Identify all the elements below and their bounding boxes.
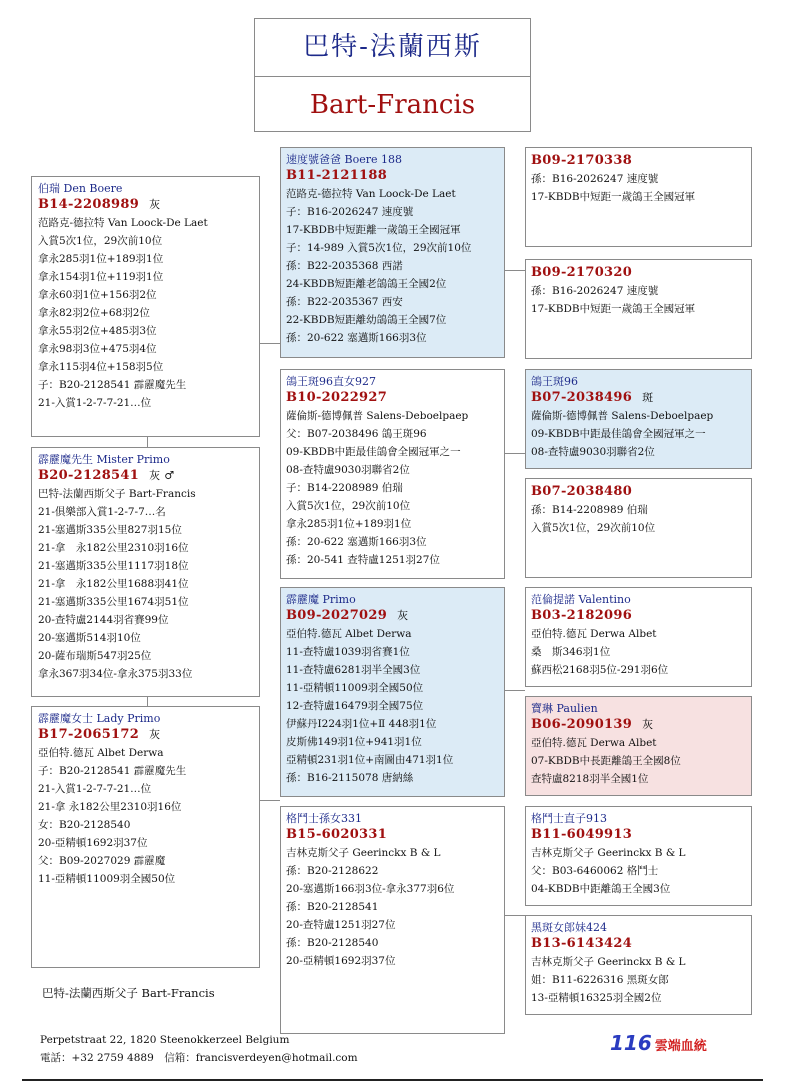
pigeon-detail-line: 孫：20-622 塞邁斯166羽3位 bbox=[286, 536, 427, 548]
pigeon-detail-line: 入賞5次1位，29次前10位 bbox=[38, 235, 163, 247]
ring-text: B14-2208989 bbox=[38, 197, 140, 212]
pigeon-detail-line: 入賞5次1位，29次前10位 bbox=[286, 500, 411, 512]
granddam-card bbox=[280, 369, 505, 579]
pigeon-detail-line: 父：B07-2038496 鴿王斑96 bbox=[286, 428, 427, 440]
pigeon-detail-line: 08-查特盧9030羽聯省2位 bbox=[531, 446, 655, 458]
pigeon-detail-line: 09-KBDB中距最佳鴿會全國冠軍之一 bbox=[286, 446, 461, 458]
pigeon-name: 速度號爸爸 Boere 188 bbox=[286, 153, 402, 166]
pigeon-detail-line: 女：B20-2128540 bbox=[38, 819, 131, 831]
pigeon-detail-line: 20-亞精頓1692羽37位 bbox=[286, 955, 396, 967]
ring-text: B13-6143424 bbox=[531, 936, 633, 951]
pigeon-detail-line: 04-KBDB中距離鴿王全國3位 bbox=[531, 883, 671, 895]
grandsire-card bbox=[280, 147, 505, 358]
pigeon-detail-line: 拿永55羽2位+485羽3位 bbox=[38, 325, 157, 337]
pigeon-detail-line: 子：B14-2208989 伯瑞 bbox=[286, 482, 403, 494]
dam-card bbox=[31, 706, 260, 968]
pigeon-detail-line: 孫：B16-2026247 速度號 bbox=[531, 173, 659, 185]
pigeon-detail-line: 孫：B20-2128622 bbox=[286, 865, 379, 877]
pigeon-lines bbox=[38, 744, 259, 888]
grandsire-card bbox=[280, 587, 505, 797]
pigeon-detail-line: 孫：B20-2128540 bbox=[286, 937, 379, 949]
pigeon-lines bbox=[286, 844, 504, 970]
pigeon-detail-line: 17-KBDB中短距一歲鴿王全國冠軍 bbox=[531, 303, 696, 315]
ring-number bbox=[531, 716, 751, 734]
pigeon-lines bbox=[286, 407, 504, 569]
pigeon-lines bbox=[531, 734, 751, 788]
pigeon-detail-line: 孫：B22-2035368 西諾 bbox=[286, 260, 403, 272]
connector-line bbox=[505, 270, 525, 271]
pigeon-detail-line: 孫：20-622 塞邁斯166羽3位 bbox=[286, 332, 427, 344]
pigeon-detail-line: 拿永285羽1位+189羽1位 bbox=[286, 518, 412, 530]
pigeon-detail-line: 吉林克斯父子 Geerinckx B & L bbox=[286, 847, 441, 859]
pigeon-detail-line: 范路克-德拉特 Van Loock-De Laet bbox=[38, 217, 208, 229]
ring-text: B06-2090139 bbox=[531, 717, 633, 732]
pigeon-detail-line: 子：B20-2128541 霹靂魔先生 bbox=[38, 765, 187, 777]
pigeon-lines bbox=[286, 625, 504, 787]
address-line: Perpetstraat 22, 1820 Steenokkerzeel Belgium bbox=[40, 1034, 290, 1046]
pigeon-lines bbox=[531, 844, 751, 898]
pigeon-name: 格鬥士直子913 bbox=[531, 812, 607, 825]
great-grandparent-card bbox=[525, 915, 752, 1015]
ring-number bbox=[38, 467, 259, 485]
connector-line bbox=[505, 453, 525, 454]
pigeon-detail-line: 17-KBDB中短距離一歲鴿王全國冠軍 bbox=[286, 224, 461, 236]
pigeon-detail-line: 21-拿 永182公里2310羽16位 bbox=[38, 542, 189, 554]
ring-number bbox=[531, 483, 751, 501]
pigeon-name: 格鬥士孫女331 bbox=[286, 812, 362, 825]
pigeon-lines bbox=[531, 953, 751, 1007]
color-label: 灰 bbox=[397, 609, 409, 622]
pigeon-name: 寶琳 Paulien bbox=[531, 702, 598, 715]
ring-text: B10-2022927 bbox=[286, 390, 388, 405]
great-grandparent-card bbox=[525, 147, 752, 247]
pigeon-detail-line: 范路克-德拉特 Van Loock-De Laet bbox=[286, 188, 456, 200]
title-box bbox=[254, 18, 531, 132]
pigeon-lines bbox=[531, 407, 751, 461]
pigeon-detail-line: 13-亞精頓16325羽全國2位 bbox=[531, 992, 662, 1004]
pigeon-detail-line: 20-薩布瑞斯547羽25位 bbox=[38, 650, 152, 662]
logo-text: 雲端血統 bbox=[654, 1039, 707, 1054]
pigeon-detail-line: 皮斯佛149羽1位+941羽1位 bbox=[286, 736, 422, 748]
color-label: 灰 bbox=[642, 718, 654, 731]
pigeon-detail-line: 父：B03-6460062 格鬥士 bbox=[531, 865, 659, 877]
pigeon-name: 鴿王斑96 bbox=[531, 375, 578, 388]
pigeon-lines bbox=[531, 625, 751, 679]
pigeon-name: 霹靂魔 Primo bbox=[286, 593, 356, 606]
pigeon-detail-line: 20-查特盧1251羽27位 bbox=[286, 919, 396, 931]
pigeon-detail-line: 09-KBDB中距最佳鴿會全國冠軍之一 bbox=[531, 428, 706, 440]
pigeon-lines bbox=[531, 170, 751, 206]
connector-line bbox=[505, 690, 525, 691]
ring-number bbox=[531, 264, 751, 282]
pigeon-detail-line: 桑 斯346羽1位 bbox=[531, 646, 611, 658]
pigeon-detail-line: 11-亞精頓11009羽全國50位 bbox=[38, 873, 176, 885]
pigeon-lines bbox=[286, 185, 504, 347]
pigeon-detail-line: 21-拿 永182公里2310羽16位 bbox=[38, 801, 182, 813]
great-grandparent-card bbox=[525, 806, 752, 906]
ring-number bbox=[531, 152, 751, 170]
ring-number bbox=[286, 607, 504, 625]
color-label: 灰 bbox=[149, 728, 161, 741]
pigeon-detail-line: 伊蘇丹Ⅰ224羽1位+Ⅱ 448羽1位 bbox=[286, 718, 437, 730]
pigeon-detail-line: 拿永367羽34位-拿永375羽33位 bbox=[38, 668, 193, 680]
pigeon-detail-line: 21-拿 永182公里1688羽41位 bbox=[38, 578, 189, 590]
connector-line bbox=[147, 437, 148, 447]
pigeon-detail-line: 24-KBDB短距離老鴿鴿王全國2位 bbox=[286, 278, 447, 290]
pigeon-detail-line: 子：B20-2128541 霹靂魔先生 bbox=[38, 379, 187, 391]
great-grandparent-card bbox=[525, 369, 752, 469]
pigeon-detail-line: 吉林克斯父子 Geerinckx B & L bbox=[531, 847, 686, 859]
great-grandparent-card bbox=[525, 587, 752, 687]
pigeon-detail-line: 22-KBDB短距離幼鴿鴿王全國7位 bbox=[286, 314, 447, 326]
pigeon-lines bbox=[531, 282, 751, 318]
pigeon-lines bbox=[531, 501, 751, 537]
pigeon-detail-line: 21-入賞1-2-7-7-21…位 bbox=[38, 397, 152, 409]
pigeon-detail-line: 亞伯特.德瓦 Albet Derwa bbox=[38, 747, 164, 759]
pigeon-detail-line: 07-KBDB中長距離鴿王全國8位 bbox=[531, 755, 681, 767]
pigeon-detail-line: 孫：20-541 查特盧1251羽27位 bbox=[286, 554, 440, 566]
pigeon-detail-line: 拿永154羽1位+119羽1位 bbox=[38, 271, 164, 283]
granddam-card bbox=[280, 806, 505, 1034]
pigeon-detail-line: 拿永285羽1位+189羽1位 bbox=[38, 253, 164, 265]
pigeon-detail-line: 入賞5次1位，29次前10位 bbox=[531, 522, 656, 534]
pigeon-detail-line: 21-俱樂部入賞1-2-7-7…名 bbox=[38, 506, 166, 518]
pigeon-detail-line: 21-塞邁斯335公里1674羽51位 bbox=[38, 596, 189, 608]
ring-text: B09-2170338 bbox=[531, 153, 633, 168]
pigeon-detail-line: 11-查特盧1039羽省賽1位 bbox=[286, 646, 410, 658]
ring-number bbox=[286, 167, 504, 185]
ring-number bbox=[286, 826, 504, 844]
ring-text: B09-2027029 bbox=[286, 608, 388, 623]
pigeon-detail-line: 21-塞邁斯335公里827羽15位 bbox=[38, 524, 182, 536]
pigeon-detail-line: 拿永60羽1位+156羽2位 bbox=[38, 289, 157, 301]
great-grandparent-card bbox=[525, 259, 752, 359]
pigeon-detail-line: 查特盧8218羽半全國1位 bbox=[531, 773, 649, 785]
ring-text: B07-2038480 bbox=[531, 484, 633, 499]
pigeon-detail-line: 孫：B16-2115078 唐納絲 bbox=[286, 772, 414, 784]
color-label: 斑 bbox=[642, 391, 654, 404]
ring-number bbox=[531, 935, 751, 953]
pigeon-name: 鴿王斑96直女927 bbox=[286, 375, 376, 388]
pigeon-detail-line: 孫：B16-2026247 速度號 bbox=[531, 285, 659, 297]
ring-text: B11-2121188 bbox=[286, 168, 388, 183]
pigeon-detail-line: 孫：B14-2208989 伯瑞 bbox=[531, 504, 648, 516]
pigeon-detail-line: 拿永82羽2位+68羽2位 bbox=[38, 307, 150, 319]
pigeon-detail-line: 父：B09-2027029 霹靂魔 bbox=[38, 855, 166, 867]
ring-number bbox=[531, 607, 751, 625]
pigeon-name: 霹靂魔先生 Mister Primo bbox=[38, 453, 170, 466]
pigeon-detail-line: 亞伯特.德瓦 Derwa Albet bbox=[531, 737, 657, 749]
pigeon-detail-line: 亞精頓231羽1位+南圖由471羽1位 bbox=[286, 754, 454, 766]
sire-card bbox=[31, 176, 260, 437]
pigeon-detail-line: 21-入賞1-2-7-7-21…位 bbox=[38, 783, 152, 795]
pigeon-detail-line: 孫：B22-2035367 西安 bbox=[286, 296, 403, 308]
pigeon-detail-line: 17-KBDB中短距一歲鴿王全國冠軍 bbox=[531, 191, 696, 203]
connector-line bbox=[147, 697, 148, 706]
pigeon-detail-line: 姐：B11-6226316 黑斑女郎 bbox=[531, 974, 669, 986]
title-english: Bart-Francis bbox=[309, 90, 476, 120]
bottom-divider bbox=[22, 1079, 763, 1081]
pigeon-lines bbox=[38, 214, 259, 412]
ring-text: B09-2170320 bbox=[531, 265, 633, 280]
pigeon-detail-line: 21-塞邁斯335公里1117羽18位 bbox=[38, 560, 189, 572]
sibling-card bbox=[31, 447, 260, 697]
pigeon-detail-line: 11-亞精頓11009羽全國50位 bbox=[286, 682, 424, 694]
pigeon-lines bbox=[38, 485, 259, 683]
ring-number bbox=[531, 826, 751, 844]
pigeon-detail-line: 亞伯特.德瓦 Albet Derwa bbox=[286, 628, 412, 640]
ring-text: B15-6020331 bbox=[286, 827, 388, 842]
pigeon-detail-line: 吉林克斯父子 Geerinckx B & L bbox=[531, 956, 686, 968]
owner-name: 巴特-法蘭西斯父子 Bart-Francis bbox=[42, 986, 215, 1000]
pigeon-detail-line: 11-查特盧6281羽半全國3位 bbox=[286, 664, 421, 676]
color-label: 灰 bbox=[149, 198, 161, 211]
pigeon-detail-line: 薩倫斯-德博佩普 Salens-Deboelpaep bbox=[286, 410, 469, 422]
pigeon-detail-line: 拿永98羽3位+475羽4位 bbox=[38, 343, 157, 355]
title-chinese: 巴特-法蘭西斯 bbox=[255, 19, 530, 77]
pigeon-detail-line: 08-查特盧9030羽聯省2位 bbox=[286, 464, 410, 476]
ring-text: B17-2065172 bbox=[38, 727, 140, 742]
pigeon-detail-line: 20-塞邁斯166羽3位-拿永377羽6位 bbox=[286, 883, 455, 895]
contact-block bbox=[40, 1031, 358, 1067]
pigeon-detail-line: 子：B16-2026247 速度號 bbox=[286, 206, 414, 218]
pigeon-detail-line: 巴特-法蘭西斯父子 Bart-Francis bbox=[38, 488, 196, 500]
logo-number: 116 bbox=[610, 1031, 652, 1055]
great-grandparent-card bbox=[525, 696, 752, 796]
pigeon-detail-line: 孫：B20-2128541 bbox=[286, 901, 379, 913]
pigeon-name: 黑斑女郎妹424 bbox=[531, 921, 607, 934]
ring-number bbox=[38, 196, 259, 214]
ring-number bbox=[38, 726, 259, 744]
connector-line bbox=[260, 800, 280, 801]
pigeon-detail-line: 20-亞精頓1692羽37位 bbox=[38, 837, 148, 849]
pigeon-name: 范倫提諾 Valentino bbox=[531, 593, 631, 606]
pigeon-detail-line: 20-塞邁斯514羽10位 bbox=[38, 632, 141, 644]
connector-line bbox=[260, 343, 280, 344]
ring-text: B03-2182096 bbox=[531, 608, 633, 623]
ring-text: B07-2038496 bbox=[531, 390, 633, 405]
pigeon-detail-line: 20-查特盧2144羽省賽99位 bbox=[38, 614, 169, 626]
color-label: 灰 ♂ bbox=[149, 469, 175, 482]
ring-number bbox=[286, 389, 504, 407]
pigeon-name: 伯瑞 Den Boere bbox=[38, 182, 123, 195]
ring-text: B20-2128541 bbox=[38, 468, 140, 483]
pigeon-detail-line: 薩倫斯-德博佩普 Salens-Deboelpaep bbox=[531, 410, 714, 422]
great-grandparent-card bbox=[525, 478, 752, 578]
connector-line bbox=[505, 915, 525, 916]
contact-line: 電話：+32 2759 4889 信箱：francisverdeyen@hotmail.com bbox=[40, 1052, 358, 1064]
pigeon-detail-line: 蘇西松2168羽5位-291羽6位 bbox=[531, 664, 669, 676]
pigeon-detail-line: 拿永115羽4位+158羽5位 bbox=[38, 361, 164, 373]
ring-text: B11-6049913 bbox=[531, 827, 633, 842]
ring-number bbox=[531, 389, 751, 407]
site-logo bbox=[610, 1031, 707, 1057]
pigeon-detail-line: 亞伯特.德瓦 Derwa Albet bbox=[531, 628, 657, 640]
pigeon-detail-line: 子：14-989 入賞5次1位，29次前10位 bbox=[286, 242, 472, 254]
pigeon-name: 霹靂魔女士 Lady Primo bbox=[38, 712, 161, 725]
pigeon-detail-line: 12-查特盧16479羽全國75位 bbox=[286, 700, 424, 712]
